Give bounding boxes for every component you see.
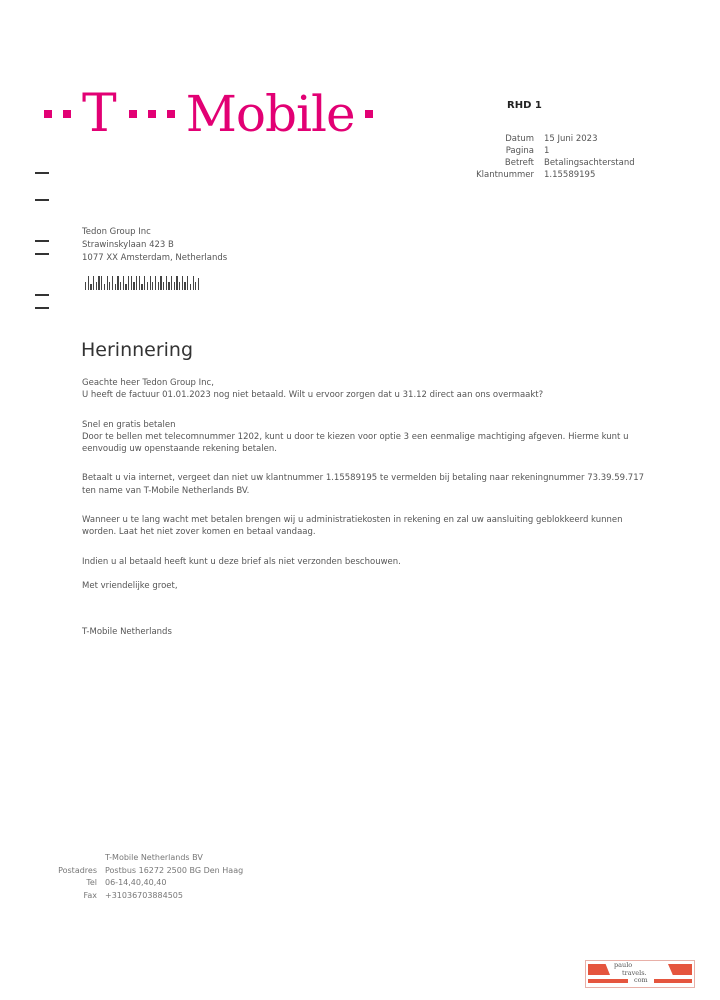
tmobile-logo [44, 86, 373, 142]
footer-label: Postadres [58, 865, 97, 875]
address-line: Tedon Group Inc [82, 227, 151, 237]
meta-value: Betalingsachterstand [544, 158, 635, 168]
logo-wordmark: Mobile [185, 85, 355, 143]
letter-title: Herinnering [81, 339, 194, 361]
meta-label: Pagina [505, 146, 534, 156]
fold-mark [35, 253, 49, 255]
text-line: Wanneer u te lang wacht met betalen brengen wij u administratiekosten in rekening en zal uw aansluiting geblokkeerd kunnen worden. Laat het niet zover komen en betaal vandaag. [82, 515, 623, 538]
meta-row-page [456, 145, 635, 157]
signoff: T-Mobile Netherlands [82, 627, 172, 637]
logo-dot [148, 110, 156, 118]
meta-row-subject [456, 157, 635, 169]
watermark-line: paulo [614, 961, 633, 969]
text-line: Door te bellen met telecomnummer 1202, kunt u door te kiezen voor optie 3 een eenmalige machtiging afgeven. Hierme kunt u eenvoudig uw openstaande rekening betalen. [82, 431, 629, 455]
fold-mark [35, 294, 49, 296]
meta-value: 15 Juni 2023 [544, 134, 598, 144]
footer-label: Tel [86, 878, 97, 887]
watermark-logo [585, 960, 695, 988]
footer-label [55, 852, 105, 865]
paragraph-pay-online [82, 472, 652, 497]
reference-code: RHD 1 [507, 100, 542, 111]
letter-meta [456, 133, 635, 181]
address-line: 1077 XX Amsterdam, Netherlands [82, 253, 228, 263]
meta-row-date [456, 133, 635, 145]
paragraph-greeting [82, 377, 652, 402]
text-line: Indien u al betaald heeft kunt u deze brief als niet verzonden beschouwen. [82, 556, 401, 567]
logo-t-letter: T [82, 84, 117, 144]
watermark-stripe [668, 964, 692, 975]
footer-company: T-Mobile Netherlands BV [105, 853, 203, 862]
paragraph-already-paid [82, 556, 652, 568]
paragraph-pay-fast [82, 419, 652, 456]
watermark-line: travels. [622, 968, 647, 977]
meta-value: 1.15589195 [544, 170, 596, 180]
footer-value: 06-14,40,40,40 [105, 878, 167, 887]
recipient-address [82, 226, 227, 265]
meta-label: Betreft [504, 158, 534, 168]
fold-mark [35, 307, 49, 309]
footer-row [55, 877, 243, 890]
meta-label: Datum [505, 134, 534, 144]
fold-mark [35, 199, 49, 201]
watermark-line: com [634, 976, 648, 984]
logo-dot [129, 110, 137, 118]
logo-dot [44, 110, 52, 118]
meta-label: Klantnummer [476, 170, 534, 180]
meta-value: 1 [544, 146, 550, 156]
postal-barcode [85, 276, 201, 290]
text-line: Betaalt u via internet, vergeet dan niet uw klantnummer 1.15589195 te vermelden bij betaling naar rekeningnummer 73.39.59.717 ten name van T-Mobile Netherlands BV. [82, 473, 645, 496]
footer-row [55, 890, 243, 903]
text-line: Snel en gratis betalen [82, 419, 176, 430]
logo-dot [167, 110, 175, 118]
fold-mark [35, 172, 49, 174]
paragraph-warning [82, 514, 652, 539]
footer-label: Fax [83, 890, 97, 900]
text-line: U heeft de factuur 01.01.2023 nog niet betaald. Wilt u ervoor zorgen dat u 31.12 direct aan ons overmaakt? [82, 390, 544, 401]
meta-row-customer-number [456, 169, 635, 181]
address-line: Strawinskylaan 423 B [82, 240, 174, 250]
fold-mark [35, 240, 49, 242]
letter-body [82, 377, 652, 609]
text-line: Met vriendelijke groet, [82, 580, 178, 591]
paragraph-closing [82, 580, 652, 592]
watermark-text [612, 962, 668, 985]
greeting-line: Geachte heer Tedon Group Inc, [82, 378, 214, 388]
logo-dot [365, 110, 373, 118]
footer-row [55, 865, 243, 878]
footer-value: +31036703884505 [105, 890, 183, 900]
footer-value: Postbus 16272 2500 BG Den Haag [105, 865, 244, 875]
footer-company-row [55, 852, 243, 865]
watermark-stripe [588, 964, 610, 975]
footer-contact [55, 852, 243, 902]
logo-dot [63, 110, 71, 118]
